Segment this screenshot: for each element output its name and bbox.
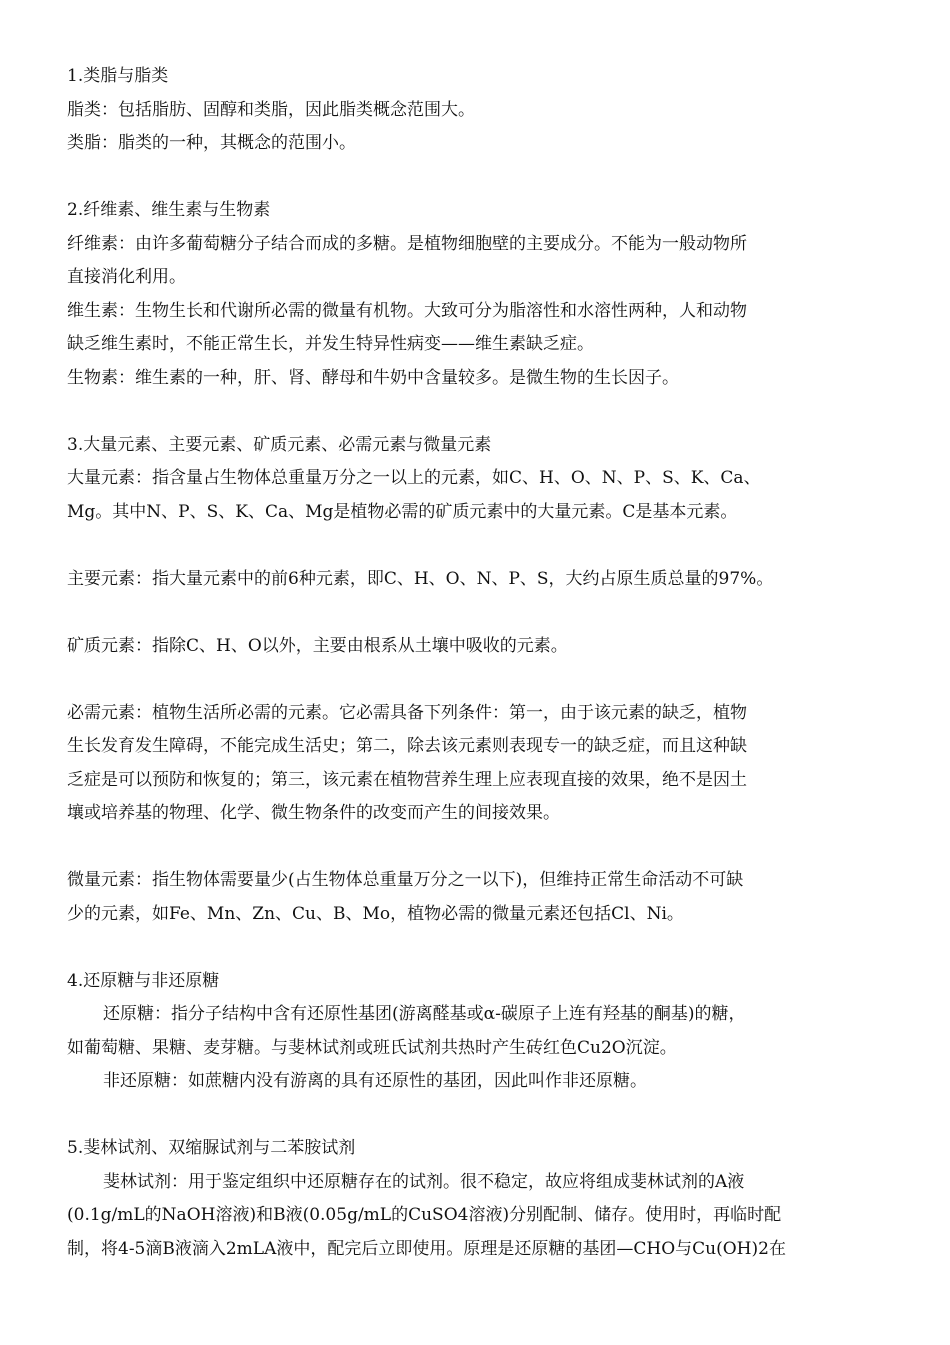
paragraph-line: 非还原糖：如蔗糖内没有游离的具有还原性的基团，因此叫作非还原糖。 (103, 1071, 647, 1091)
paragraph-line: 乏症是可以预防和恢复的；第三，该元素在植物营养生理上应表现直接的效果，绝不是因土 (67, 769, 747, 790)
paragraph-line: 脂类：包括脂肪、固醇和类脂，因此脂类概念范围大。 (67, 99, 475, 120)
section-cellulose-vitamins-biotin (67, 194, 888, 395)
paragraph-line: 类脂：脂类的一种，其概念的范围小。 (67, 133, 356, 153)
section-heading: 3.大量元素、主要元素、矿质元素、必需元素与微量元素 (67, 434, 492, 455)
paragraph-line: Mg。其中N、P、S、K、Ca、Mg是植物必需的矿质元素中的大量元素。C是基本元素。 (67, 501, 738, 522)
paragraph-line: 斐林试剂：用于鉴定组织中还原糖存在的试剂。很不稳定，故应将组成斐林试剂的A液 (103, 1171, 745, 1192)
paragraph-line: 如葡萄糖、果糖、麦芽糖。与斐林试剂或班氏试剂共热时产生砖红色Cu2O沉淀。 (67, 1037, 677, 1058)
section-heading: 1.类脂与脂类 (67, 66, 169, 86)
section-lipids (67, 60, 888, 161)
paragraph-line: (0.1g/mL的NaOH溶液)和B液(0.05g/mL的CuSO4溶液)分别配制、储存。使用时，再临时配 (67, 1205, 782, 1225)
paragraph-line: 主要元素：指大量元素中的前6种元素，即C、H、O、N、P、S，大约占原生质总量的97%。 (67, 568, 774, 589)
paragraph-line: 少的元素，如Fe、Mn、Zn、Cu、B、Mo，植物必需的微量元素还包括Cl、Ni。 (67, 903, 684, 924)
section-heading: 2.纤维素、维生素与生物素 (67, 200, 271, 220)
paragraph-line: 矿质元素：指除C、H、O以外，主要由根系从土壤中吸收的元素。 (67, 635, 568, 656)
paragraph-line: 还原糖：指分子结构中含有还原性基团(游离醛基或α-碳原子上连有羟基的酮基)的糖， (103, 1004, 746, 1024)
paragraph-line: 大量元素：指含量占生物体总重量万分之一以上的元素，如C、H、O、N、P、S、K、Ca、 (67, 468, 761, 488)
section-elements (67, 429, 888, 932)
paragraph-line: 微量元素：指生物体需要量少(占生物体总重量万分之一以下)，但维持正常生命活动不可缺 (67, 870, 744, 890)
section-reagents (67, 1132, 888, 1266)
section-heading: 4.还原糖与非还原糖 (67, 970, 220, 991)
paragraph-line: 纤维素：由许多葡萄糖分子结合而成的多糖。是植物细胞壁的主要成分。不能为一般动物所 (67, 233, 747, 254)
paragraph-line: 缺乏维生素时，不能正常生长，并发生特异性病变——维生素缺乏症。 (67, 334, 594, 354)
section-reducing-sugars (67, 965, 888, 1099)
paragraph-line: 直接消化利用。 (67, 267, 186, 287)
paragraph-line: 生物素：维生素的一种，肝、肾、酵母和牛奶中含量较多。是微生物的生长因子。 (67, 367, 679, 388)
paragraph-line: 维生素：生物生长和代谢所必需的微量有机物。大致可分为脂溶性和水溶性两种，人和动物 (67, 300, 747, 321)
paragraph-line: 生长发育发生障碍，不能完成生活史；第二，除去该元素则表现专一的缺乏症，而且这种缺 (67, 736, 747, 756)
paragraph-line: 壤或培养基的物理、化学、微生物条件的改变而产生的间接效果。 (67, 803, 560, 823)
section-heading: 5.斐林试剂、双缩脲试剂与二苯胺试剂 (67, 1138, 356, 1158)
paragraph-line: 必需元素：植物生活所必需的元素。它必需具备下列条件：第一，由于该元素的缺乏，植物 (67, 702, 747, 723)
paragraph-line: 制，将4-5滴B液滴入2mLA液中，配完后立即使用。原理是还原糖的基团—CHO与Cu(OH)2在 (67, 1238, 786, 1259)
